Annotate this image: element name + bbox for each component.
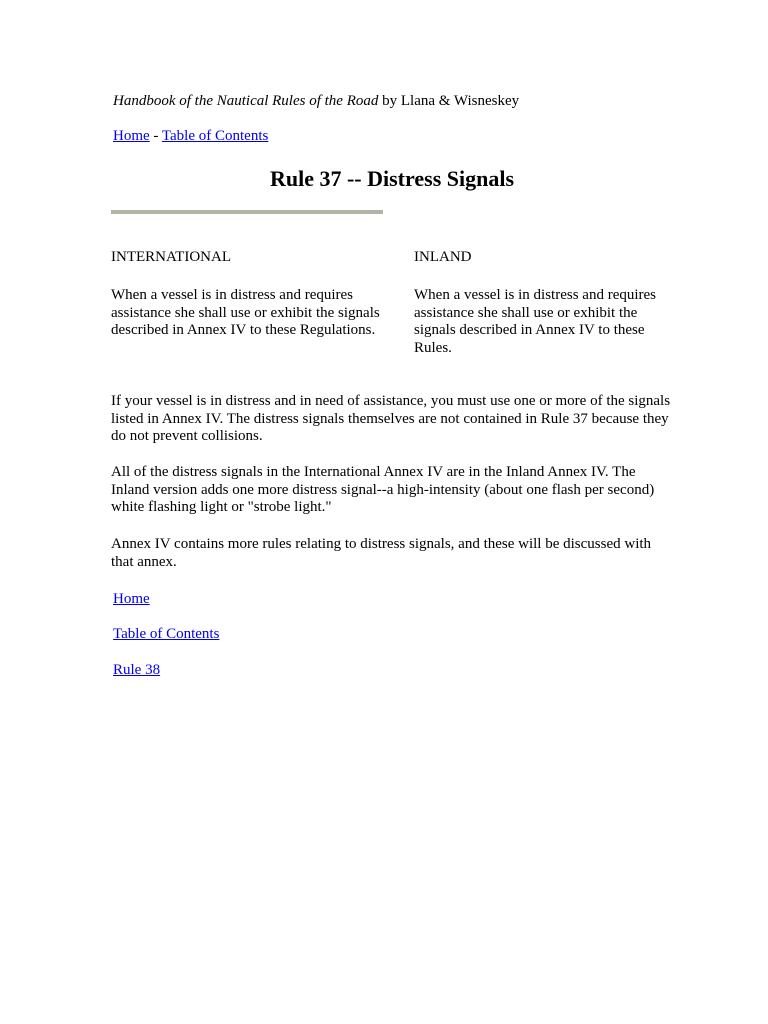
international-heading: INTERNATIONAL [111, 249, 231, 265]
table-of-contents-link[interactable]: Table of Contents [161, 128, 269, 144]
title-divider [111, 210, 383, 214]
book-title: Handbook of the Nautical Rules of the Road [113, 93, 379, 109]
bottom-nav-home [113, 591, 150, 609]
inland-heading: INLAND [414, 249, 472, 265]
nav-separator: - [149, 128, 162, 144]
commentary-paragraph-1: If your vessel is in distress and in need of assistance, you must use one or more of the signals listed in Annex IV. The distress signals themselves are not contained in Rule 37 because they do not prevent collisions. [111, 393, 671, 444]
top-nav [113, 128, 268, 146]
table-of-contents-link-bottom[interactable]: Table of Contents [113, 626, 220, 642]
byline [113, 93, 519, 111]
next-rule-link[interactable]: Rule 38 [113, 662, 161, 678]
home-link[interactable]: Home [113, 128, 150, 144]
inland-rule-text: When a vessel is in distress and requires assistance she shall use or exhibit the signals described in Annex IV to these Rules. [414, 287, 657, 356]
byline-authors: by Llana & Wisneskey [378, 93, 520, 109]
bottom-nav-next [113, 662, 160, 680]
international-rule-text: When a vessel is in distress and requires assistance she shall use or exhibit the signals described in Annex IV to these Regulations. [111, 287, 380, 338]
bottom-nav-toc [113, 626, 219, 644]
home-link-bottom[interactable]: Home [113, 591, 150, 607]
commentary-paragraph-2: All of the distress signals in the International Annex IV are in the Inland Annex IV. The Inland version adds one more distress signal--a high-intensity (about one flash per second) white flashing light or "strobe light." [111, 464, 655, 515]
page-title: Rule 37 -- Distress Signals [269, 166, 515, 191]
commentary-paragraph-3: Annex IV contains more rules relating to distress signals, and these will be discussed with that annex. [111, 536, 652, 570]
